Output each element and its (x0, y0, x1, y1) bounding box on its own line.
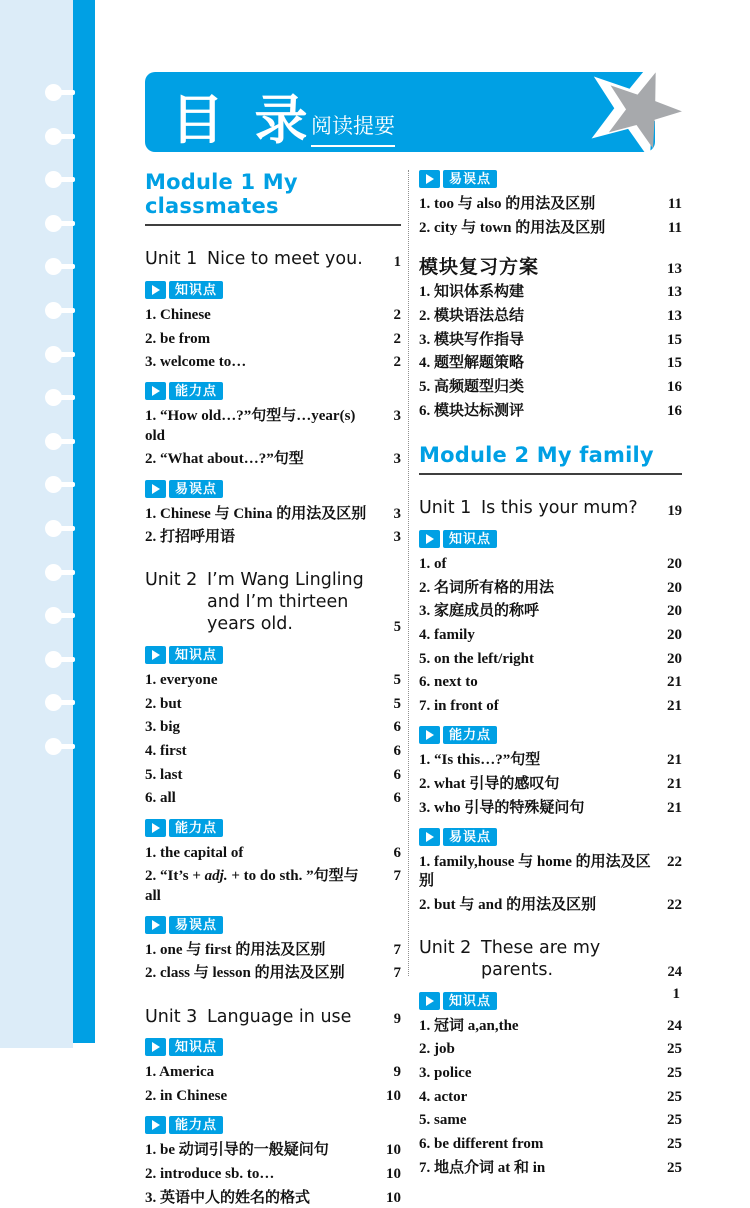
toc-item (145, 671, 401, 690)
play-icon (145, 916, 166, 934)
toc-item-page-number: 20 (667, 603, 682, 620)
toc-item-page-number: 21 (667, 752, 682, 769)
toc-item-page-number: 16 (667, 402, 682, 419)
toc-item-page-number: 7 (393, 965, 401, 982)
unit-page-number: 19 (667, 502, 682, 519)
toc-item-text: 2. what 引导的感叹句 (419, 775, 560, 792)
toc-item-page-number: 2 (393, 306, 401, 323)
play-icon (419, 726, 440, 744)
page-background-strip (0, 0, 73, 1048)
toc-item-text: 3. welcome to… (145, 354, 247, 371)
toc-item-text: 6. 模块达标测评 (419, 402, 525, 419)
section-badge (145, 646, 401, 664)
unit-page-number: 5 (393, 618, 401, 635)
toc-item-text: 5. same (419, 1112, 467, 1129)
module-title: Module 1 My classmates (145, 170, 298, 218)
toc-item-text: 5. last (145, 766, 183, 783)
toc-item-page-number: 9 (393, 1064, 401, 1081)
toc-item (145, 353, 401, 372)
badge-label: 能力点 (169, 382, 223, 400)
toc-item-text: 1. everyone (145, 672, 218, 688)
page-subtitle: 阅读提要 (311, 110, 395, 147)
binding-hole (45, 84, 62, 101)
toc-item (145, 941, 401, 960)
section-badge (145, 480, 401, 498)
toc-item (145, 964, 401, 983)
unit-label: Unit 2 (419, 937, 472, 958)
binding-hole (45, 128, 62, 145)
toc-item-text: 2. class 与 lesson 的用法及区别 (145, 965, 345, 982)
section-badge (145, 1038, 401, 1056)
play-icon (145, 1038, 166, 1056)
toc-item (419, 775, 682, 794)
toc-item-text: 6. next to (419, 674, 478, 691)
unit-page-number: 9 (393, 1011, 401, 1028)
badge-label: 易误点 (443, 170, 497, 188)
unit-page-number: 1 (393, 253, 401, 270)
toc-item-page-number: 6 (393, 719, 401, 736)
section-badge (419, 828, 682, 846)
toc-item-text: 7. 地点介词 at 和 in (419, 1159, 546, 1176)
section-badge (145, 819, 401, 837)
toc-item (419, 1064, 682, 1083)
toc-item-text: 2. introduce sb. to… (145, 1166, 275, 1182)
toc-item-text: 7. in front of (419, 698, 499, 714)
section-badge (145, 916, 401, 934)
toc-item-page-number: 3 (393, 505, 401, 522)
toc-item-text: 2. but 与 and 的用法及区别 (419, 896, 597, 913)
binding-hole (45, 433, 62, 450)
unit-label: Unit 1 (145, 249, 198, 269)
toc-item (419, 1040, 682, 1059)
toc-column-left (145, 170, 401, 1208)
toc-item-text: 1. 知识体系构建 (419, 284, 525, 301)
toc-item (419, 219, 682, 238)
toc-item (145, 1063, 401, 1082)
toc-item (419, 799, 682, 818)
toc-item-text: 4. family (419, 626, 475, 643)
badge-label: 易误点 (169, 916, 223, 934)
play-icon (145, 281, 166, 299)
toc-item-text: 1. Chinese 与 China 的用法及区别 (145, 505, 367, 522)
toc-item-text: 3. 英语中人的姓名的格式 (145, 1189, 311, 1206)
badge-label: 知识点 (443, 992, 497, 1010)
toc-item (145, 844, 401, 863)
unit-label: Unit 2 (145, 570, 198, 591)
toc-item (419, 602, 682, 621)
badge-label: 易误点 (169, 480, 223, 498)
toc-item-text: 3. 模块写作指导 (419, 331, 525, 348)
toc-item-page-number: 10 (386, 1166, 401, 1182)
toc-item-text: 3. big (145, 719, 181, 736)
toc-item-text: 6. be different from (419, 1136, 544, 1152)
toc-item (419, 626, 682, 645)
toc-item-text: 2. “It’s + adj. + to do sth. ”句型与 all (145, 868, 359, 904)
toc-item-page-number: 21 (667, 799, 682, 816)
toc-item-text: 4. 题型解题策略 (419, 355, 525, 372)
toc-item (419, 579, 682, 598)
unit-label: Unit 1 (419, 498, 472, 518)
badge-label: 能力点 (169, 1116, 223, 1134)
toc-item-page-number: 10 (386, 1142, 401, 1159)
unit-title: Is this your mum? (481, 498, 638, 518)
toc-item-page-number: 6 (393, 743, 401, 760)
toc-item-page-number: 25 (667, 1088, 682, 1105)
toc-item (145, 330, 401, 349)
unit-entry (145, 570, 401, 636)
toc-header-banner (145, 72, 655, 152)
section-badge (145, 281, 401, 299)
toc-item-page-number: 20 (667, 650, 682, 667)
toc-item-text: 1. Chinese (145, 306, 211, 323)
toc-item (419, 650, 682, 669)
toc-item-page-number: 24 (667, 1017, 682, 1034)
toc-item-page-number: 22 (667, 896, 682, 913)
toc-item (419, 283, 682, 302)
toc-item-text: 3. who 引导的特殊疑问句 (419, 799, 585, 816)
toc-item-page-number: 21 (667, 674, 682, 691)
toc-item-text: 2. “What about…?”句型 (145, 451, 304, 468)
toc-item-page-number: 3 (393, 408, 401, 425)
toc-item-page-number: 7 (393, 868, 401, 885)
toc-item-text: 1. one 与 first 的用法及区别 (145, 941, 326, 958)
toc-item (419, 673, 682, 692)
toc-item-page-number: 11 (667, 219, 682, 236)
binding-hole (45, 520, 62, 537)
toc-item-text: 2. but (145, 695, 182, 712)
badge-label: 能力点 (169, 819, 223, 837)
column-divider (408, 170, 409, 976)
toc-item-page-number: 20 (667, 555, 682, 572)
toc-item (419, 1111, 682, 1130)
unit-entry (145, 1007, 401, 1029)
toc-item-page-number: 5 (393, 672, 401, 688)
toc-item (145, 789, 401, 808)
toc-item-text: 1. family,house 与 home 的用法及区别 (419, 853, 651, 889)
toc-item (145, 718, 401, 737)
toc-column-right (419, 170, 682, 1178)
unit-label: Unit 3 (145, 1006, 198, 1027)
toc-item (145, 1087, 401, 1106)
module-title: Module 2 My family (419, 443, 654, 467)
binding-hole (45, 346, 62, 363)
toc-item (419, 331, 682, 350)
badge-label: 能力点 (443, 726, 497, 744)
page-title: 目 录 (171, 90, 314, 151)
toc-item-text: 4. first (145, 743, 187, 760)
heading-text: 模块复习方案 (419, 256, 540, 278)
badge-label: 知识点 (169, 281, 223, 299)
toc-item-text: 4. actor (419, 1088, 468, 1105)
unit-entry (419, 938, 682, 982)
toc-item-page-number: 16 (667, 379, 682, 396)
toc-item (419, 896, 682, 915)
toc-item-page-number: 3 (393, 529, 401, 546)
toc-item (145, 695, 401, 714)
toc-item (419, 1017, 682, 1036)
module-rule (145, 224, 401, 226)
toc-item-page-number: 25 (667, 1136, 682, 1152)
toc-item-text: 1. “Is this…?”句型 (419, 752, 541, 769)
toc-item-page-number: 6 (393, 844, 401, 861)
toc-item (419, 697, 682, 716)
toc-item-page-number: 2 (393, 354, 401, 371)
toc-item-page-number: 6 (393, 766, 401, 783)
toc-item-page-number: 21 (667, 698, 682, 714)
play-icon (419, 530, 440, 548)
binding-hole (45, 564, 62, 581)
binding-spine-bar (73, 0, 95, 1043)
toc-item-page-number: 15 (667, 355, 682, 372)
section-badge (145, 382, 401, 400)
toc-item (419, 307, 682, 326)
play-icon (145, 819, 166, 837)
toc-item-page-number: 20 (667, 626, 682, 643)
toc-item-text: 2. 打招呼用语 (145, 529, 236, 546)
unit-entry (419, 498, 682, 520)
unit-title: I’m Wang Lingling and I’m thirteen years old. (207, 570, 364, 635)
section-badge (419, 992, 682, 1010)
toc-item-page-number: 15 (667, 331, 682, 348)
binding-hole (45, 302, 62, 319)
section-badge (419, 170, 682, 188)
toc-item-page-number: 11 (667, 196, 682, 212)
unit-title: Language in use (207, 1006, 352, 1027)
badge-label: 知识点 (169, 1038, 223, 1056)
binding-hole (45, 215, 62, 232)
toc-item-text: 1. be 动词引导的一般疑问句 (145, 1142, 329, 1159)
binding-hole (45, 738, 62, 755)
toc-item-text: 2. 模块语法总结 (419, 308, 525, 325)
toc-item-page-number: 25 (667, 1041, 682, 1058)
play-icon (419, 828, 440, 846)
toc-item-page-number: 13 (667, 308, 682, 325)
toc-item (419, 1135, 682, 1154)
toc-item-page-number: 13 (667, 284, 682, 301)
toc-item-text: 3. police (419, 1064, 472, 1081)
toc-item-page-number: 10 (386, 1189, 401, 1206)
toc-item (145, 505, 401, 524)
toc-item (145, 1165, 401, 1184)
module-rule (419, 473, 682, 475)
toc-item-text: 2. be from (145, 330, 211, 347)
play-icon (419, 992, 440, 1010)
module-heading-block (145, 170, 401, 226)
toc-item-text: 2. city 与 town 的用法及区别 (419, 219, 606, 236)
toc-item-page-number: 25 (667, 1112, 682, 1129)
section-badge (145, 1116, 401, 1134)
badge-label: 易误点 (443, 828, 497, 846)
toc-item-text: 2. job (419, 1041, 455, 1058)
toc-item (145, 1141, 401, 1160)
toc-item (145, 867, 401, 905)
toc-item (419, 378, 682, 397)
toc-item-page-number: 10 (386, 1088, 401, 1105)
toc-item-page-number: 6 (393, 790, 401, 807)
toc-item-text: 5. 高频题型归类 (419, 379, 525, 396)
toc-item (145, 742, 401, 761)
toc-item (145, 528, 401, 547)
toc-item-page-number: 2 (393, 330, 401, 347)
toc-item-text: 1. the capital of (145, 844, 244, 861)
star-icon (582, 58, 702, 170)
toc-item-text: 5. on the left/right (419, 650, 534, 667)
heading-page-number: 13 (667, 260, 682, 277)
toc-item-text: 1. 冠词 a,an,the (419, 1017, 519, 1034)
toc-item-page-number: 20 (667, 579, 682, 596)
badge-label: 知识点 (169, 646, 223, 664)
toc-item (419, 1088, 682, 1107)
toc-item-text: 3. 家庭成员的称呼 (419, 603, 540, 620)
play-icon (145, 646, 166, 664)
toc-item-page-number: 21 (667, 775, 682, 792)
toc-item-text: 2. in Chinese (145, 1088, 228, 1105)
play-icon (419, 170, 440, 188)
unit-title: These are my parents. (481, 937, 601, 980)
play-icon (145, 480, 166, 498)
review-plan-heading (419, 252, 682, 279)
section-badge (419, 726, 682, 744)
toc-item-text: 1. America (145, 1064, 215, 1081)
toc-item-page-number: 25 (667, 1159, 682, 1176)
toc-item-text: 1. of (419, 555, 447, 572)
toc-item-page-number: 22 (667, 853, 682, 870)
toc-item (419, 195, 682, 214)
toc-item-page-number: 7 (393, 941, 401, 958)
unit-entry (145, 249, 401, 271)
toc-item (419, 751, 682, 770)
toc-item (145, 306, 401, 325)
toc-item (419, 402, 682, 421)
toc-item (145, 407, 401, 445)
unit-page-number: 24 (667, 964, 682, 981)
section-badge (419, 530, 682, 548)
toc-item (419, 1159, 682, 1178)
toc-item (145, 1189, 401, 1208)
module-heading-block (419, 443, 682, 475)
toc-item-page-number: 5 (393, 695, 401, 712)
play-icon (145, 1116, 166, 1134)
page-number: 1 (672, 986, 680, 1002)
toc-item (419, 354, 682, 373)
toc-item-text: 1. too 与 also 的用法及区别 (419, 196, 596, 212)
badge-label: 知识点 (443, 530, 497, 548)
play-icon (145, 382, 166, 400)
toc-item-text: 1. “How old…?”句型与…year(s) old (145, 408, 356, 444)
unit-title: Nice to meet you. (207, 249, 363, 269)
toc-item-text: 2. 名词所有格的用法 (419, 579, 555, 596)
toc-item (145, 766, 401, 785)
toc-item-text: 6. all (145, 790, 176, 807)
binding-hole (45, 651, 62, 668)
toc-item-page-number: 25 (667, 1064, 682, 1081)
toc-item-page-number: 3 (393, 451, 401, 468)
toc-item (145, 450, 401, 469)
toc-item (419, 555, 682, 574)
toc-item (419, 853, 682, 891)
